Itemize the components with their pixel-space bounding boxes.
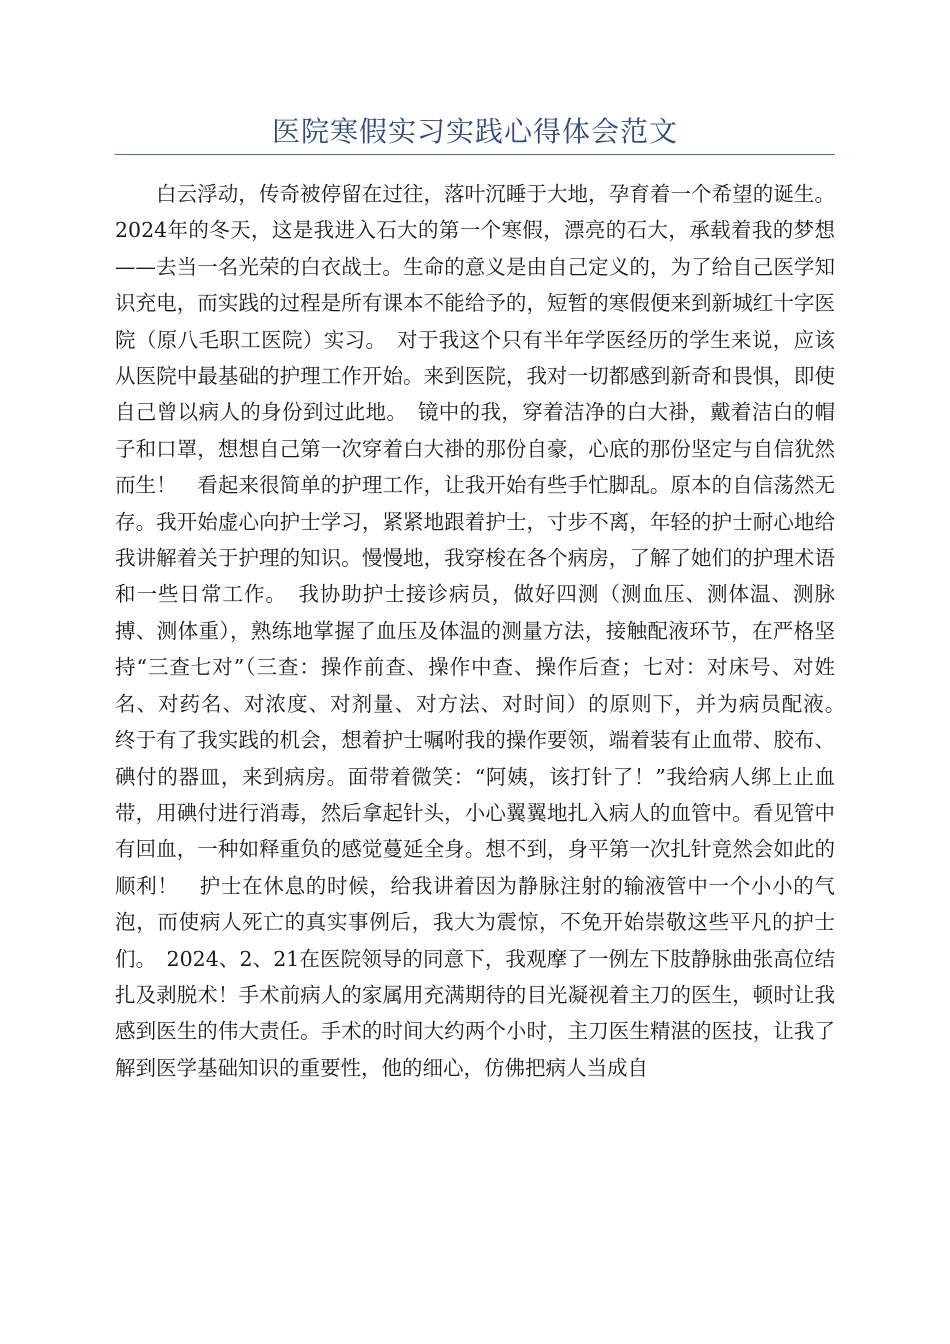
title-underline bbox=[115, 154, 835, 155]
body-paragraph: 白云浮动，传奇被停留在过往，落叶沉睡于大地，孕育着一个希望的诞生。2024年的冬天，这是我进入石大的第一个寒假，漂亮的石大，承载着我的梦想——去当一名光荣的白衣战士。生命的意义是由自己定义的，为了给自己医学知识充电，而实践的过程是所有课本不能给予的，短暂的寒假便来到新城红十字医院（原八毛职工医院）实习。 对于我这个只有半年学医经历的学生来说，应该从医院中最基础的护理工作开始。来到医院，我对一切都感到新奇和畏惧，即使自己曾以病人的身份到过此地。 镜中的我，穿着洁净的白大褂，戴着洁白的帽子和口罩，想想自己第一次穿着白大褂的那份自豪，心底的那份坚定与自信犹然而生！ 看起来很简单的护理工作，让我开始有些手忙脚乱。原本的自信荡然无存。我开始虚心向护士学习，紧紧地跟着护士，寸步不离，年轻的护士耐心地给我讲解着关于护理的知识。慢慢地，我穿梭在各个病房，了解了她们的护理术语和一些日常工作。 我协助护士接诊病员，做好四测（测血压、测体温、测脉搏、测体重），熟练地掌握了血压及体温的测量方法，接触配液环节，在严格坚持“三查七对”（三查：操作前查、操作中查、操作后查；七对：对床号、对姓名、对药名、对浓度、对剂量、对方法、对时间）的原则下，并为病员配液。 终于有了我实践的机会，想着护士嘱咐我的操作要领，端着装有止血带、胶布、碘付的器皿，来到病房。面带着微笑：“阿姨，该打针了！”我给病人绑上止血带，用碘付进行消毒，然后拿起针头，小心翼翼地扎入病人的血管中。看见管中有回血，一种如释重负的感觉蔓延全身。想不到，身平第一次扎针竟然会如此的顺利！ 护士在休息的时候，给我讲着因为静脉注射的输液管中一个小小的气泡，而使病人死亡的真实事例后，我大为震惊，不免开始崇敬这些平凡的护士们。 2024、2、21在医院领导的同意下，我观摩了一例左下肢静脉曲张高位结扎及剥脱术！手术前病人的家属用充满期待的目光凝视着主刀的医生，顿时让我感到医生的伟大责任。手术的时间大约两个小时，主刀医生精湛的医技，让我了解到医学基础知识的重要性，他的细心，仿佛把病人当成自 bbox=[115, 182, 856, 1080]
document-title: 医院寒假实习实践心得体会范文 bbox=[271, 115, 678, 148]
document-body bbox=[115, 176, 856, 1086]
